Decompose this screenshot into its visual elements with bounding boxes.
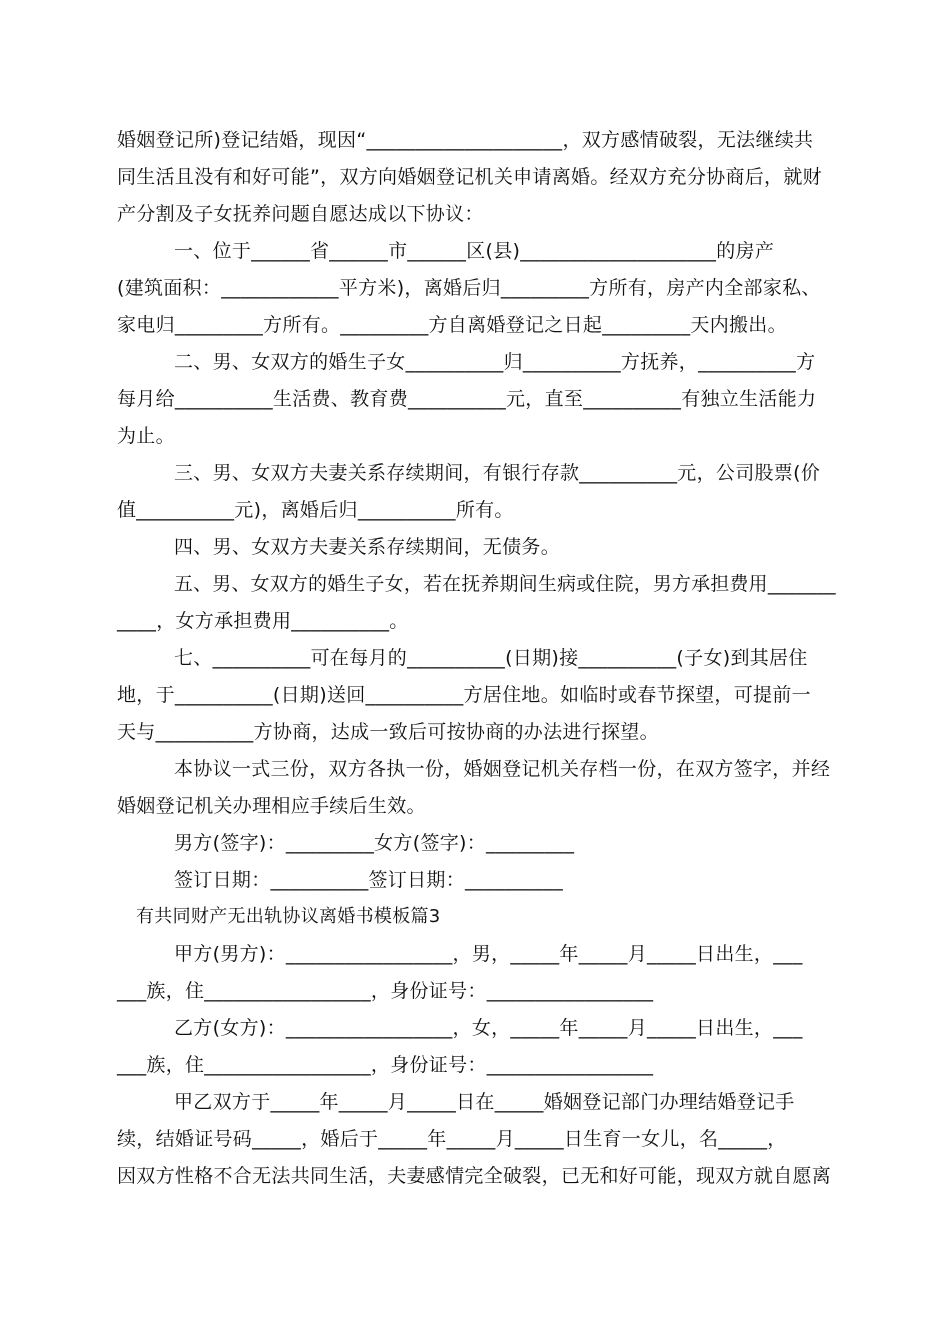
clause-5-line: 五、男、女双方的婚生子女，若在抚养期间生病或住院，男方承担费用_______ [174,573,836,595]
text-line: 续，结婚证号码_____，婚后于_____年_____月_____日生育一女儿，名_____， [117,1128,787,1150]
text-line: 为止。 [117,425,175,447]
sign-date-line: 签订日期：__________签订日期：__________ [174,869,564,891]
marriage-info-line: 甲乙双方于_____年_____月_____日在_____婚姻登记部门办理结婚登记手 [174,1091,795,1113]
party-a-line: 甲方(男方)：_________________，男，_____年_____月_____日出生，___ [174,943,803,965]
text-line: ___族，住_________________，身份证号：_________________ [117,980,654,1002]
text-line: 家电归_________方所有。_________方自离婚登记之日起_________天内搬出。 [117,314,787,336]
clause-4-line: 四、男、女双方夫妻关系存续期间，无债务。 [174,536,561,558]
text-line: 地，于__________(日期)送回__________方居住地。如临时或春节探望，可提前一 [117,684,811,706]
agreement-copies-line: 本协议一式三份，双方各执一份，婚姻登记机关存档一份，在双方签字，并经 [174,758,831,780]
clause-7-line: 七、__________可在每月的__________(日期)接__________(子女)到其居住 [174,647,808,669]
text-line: ____，女方承担费用__________。 [117,610,409,632]
text-line: 天与__________方协商，达成一致后可按协商的办法进行探望。 [117,721,659,743]
clause-2-line: 二、男、女双方的婚生子女__________归__________方抚养，__________方 [174,351,816,373]
clause-3-line: 三、男、女双方夫妻关系存续期间，有银行存款__________元，公司股票(价 [174,462,821,484]
text-line: 婚姻登记所)登记结婚，现因“____________________，双方感情破裂，无法继续共 [117,129,814,151]
section-heading: 有共同财产无出轨协议离婚书模板篇3 [136,906,441,927]
text-line: 每月给__________生活费、教育费__________元，直至__________有独立生活能力 [117,388,817,410]
party-b-line: 乙方(女方)：_________________，女，_____年_____月_____日出生，___ [174,1017,803,1039]
text-line: 同生活且没有和好可能”，双方向婚姻登记机关申请离婚。经双方充分协商后，就财 [117,166,822,188]
text-line: 因双方性格不合无法共同生活，夫妻感情完全破裂，已无和好可能，现双方就自愿离 [117,1165,832,1187]
signature-line: 男方(签字)：_________女方(签字)：_________ [174,832,575,854]
clause-1-line: 一、位于______省______市______区(县)____________________的房产 [174,240,775,262]
text-line: (建筑面积：____________平方米)，离婚后归_________方所有，房产内全部家私、 [117,277,821,299]
text-line: 产分割及子女抚养问题自愿达成以下协议： [117,203,484,225]
text-line: 值__________元)，离婚后归__________所有。 [117,499,514,521]
text-line: 婚姻登记机关办理相应手续后生效。 [117,795,426,817]
text-line: ___族，住_________________，身份证号：_________________ [117,1054,654,1076]
